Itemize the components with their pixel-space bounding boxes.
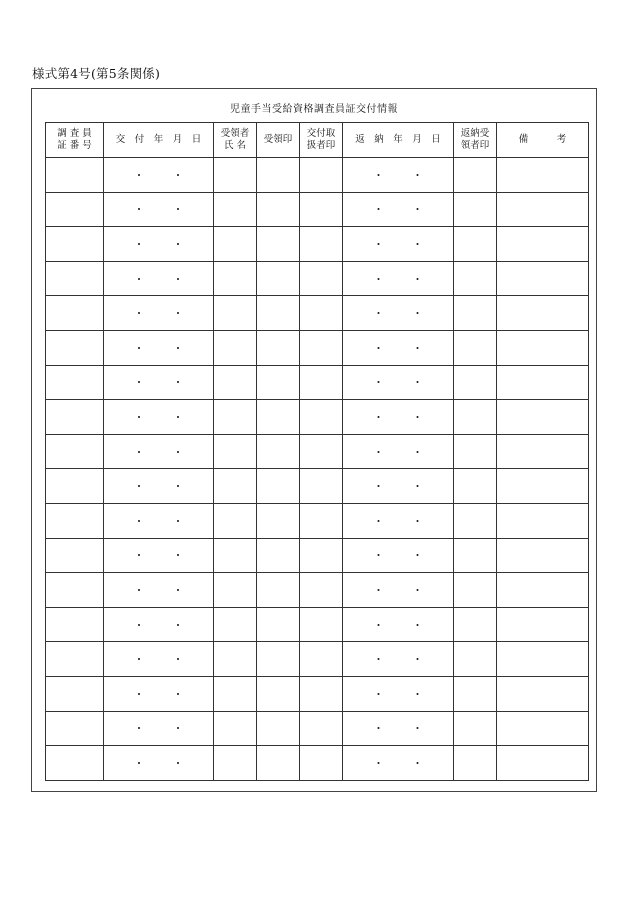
- cell-receipt-seal[interactable]: [257, 261, 300, 296]
- cell-recipient-name[interactable]: [214, 261, 257, 296]
- cell-issuer-seal[interactable]: [300, 607, 343, 642]
- cell-investigator-no[interactable]: [46, 365, 104, 400]
- date-separators: [134, 549, 184, 562]
- cell-receipt-seal[interactable]: [257, 365, 300, 400]
- cell-return-date[interactable]: [343, 365, 454, 400]
- date-separators: [134, 238, 184, 251]
- cell-recipient-name[interactable]: [214, 607, 257, 642]
- cell-return-date[interactable]: [343, 711, 454, 746]
- date-separator: ・: [412, 618, 423, 632]
- header-line: 返納受: [460, 128, 490, 140]
- cell-return-date[interactable]: [343, 746, 454, 781]
- header-line: 交付取: [306, 128, 336, 140]
- date-separators: [373, 688, 423, 701]
- cell-receipt-seal[interactable]: [257, 746, 300, 781]
- issuance-table: [45, 122, 589, 781]
- cell-investigator-no[interactable]: [46, 538, 104, 573]
- date-separator: ・: [133, 514, 145, 528]
- cell-remarks[interactable]: [497, 538, 589, 573]
- cell-return-receiver[interactable]: [454, 227, 497, 262]
- cell-issue-date[interactable]: [104, 158, 214, 193]
- date-separators: [373, 653, 423, 666]
- table-row: [46, 192, 589, 227]
- table-row: [46, 642, 589, 677]
- cell-issue-date[interactable]: [104, 538, 214, 573]
- cell-return-date[interactable]: [343, 469, 454, 504]
- cell-return-date[interactable]: [343, 642, 454, 677]
- header-line: 調 査 員: [57, 128, 92, 140]
- cell-recipient-name[interactable]: [214, 330, 257, 365]
- cell-remarks[interactable]: [497, 330, 589, 365]
- cell-investigator-no[interactable]: [46, 676, 104, 711]
- cell-recipient-name[interactable]: [214, 400, 257, 435]
- cell-receipt-seal[interactable]: [257, 607, 300, 642]
- header-receipt-seal: 受領印: [257, 123, 300, 158]
- date-separators: [134, 376, 184, 389]
- cell-receipt-seal[interactable]: [257, 227, 300, 262]
- cell-investigator-no[interactable]: [46, 711, 104, 746]
- date-separator: ・: [133, 722, 145, 736]
- date-separators: [373, 273, 423, 286]
- cell-recipient-name[interactable]: [214, 746, 257, 781]
- cell-investigator-no[interactable]: [46, 503, 104, 538]
- cell-recipient-name[interactable]: [214, 538, 257, 573]
- date-separator: ・: [412, 583, 423, 597]
- cell-issue-date[interactable]: [104, 711, 214, 746]
- date-separator: ・: [172, 168, 184, 182]
- date-separator: ・: [373, 722, 384, 736]
- date-separator: ・: [172, 549, 184, 563]
- date-separator: ・: [412, 203, 423, 217]
- table-row: [46, 227, 589, 262]
- date-separator: ・: [172, 445, 184, 459]
- date-separators: [134, 480, 184, 493]
- cell-issuer-seal[interactable]: [300, 503, 343, 538]
- table-row: [46, 469, 589, 504]
- date-separators: [373, 549, 423, 562]
- cell-return-receiver[interactable]: [454, 400, 497, 435]
- form-title: 児童手当受給資格調査員証交付情報: [230, 104, 398, 115]
- cell-return-receiver[interactable]: [454, 296, 497, 331]
- cell-return-date[interactable]: [343, 503, 454, 538]
- date-separator: ・: [412, 653, 423, 667]
- date-separators: [134, 722, 184, 735]
- date-separator: ・: [172, 480, 184, 494]
- date-separator: ・: [133, 237, 145, 251]
- date-separator: ・: [373, 549, 384, 563]
- cell-receipt-seal[interactable]: [257, 192, 300, 227]
- date-separators: [373, 446, 423, 459]
- cell-investigator-no[interactable]: [46, 261, 104, 296]
- cell-remarks[interactable]: [497, 158, 589, 193]
- date-separator: ・: [373, 307, 384, 321]
- date-separator: ・: [133, 341, 145, 355]
- date-separator: ・: [133, 480, 145, 494]
- table-row: [46, 573, 589, 608]
- date-separator: ・: [373, 203, 384, 217]
- cell-receipt-seal[interactable]: [257, 503, 300, 538]
- cell-return-receiver[interactable]: [454, 330, 497, 365]
- date-separators: [373, 584, 423, 597]
- cell-recipient-name[interactable]: [214, 573, 257, 608]
- date-separator: ・: [172, 756, 184, 770]
- header-line: 受領者: [220, 128, 250, 140]
- cell-issue-date[interactable]: [104, 330, 214, 365]
- date-separator: ・: [172, 341, 184, 355]
- date-separator: ・: [373, 756, 384, 770]
- cell-issue-date[interactable]: [104, 227, 214, 262]
- cell-return-date[interactable]: [343, 434, 454, 469]
- header-line: 領者印: [460, 140, 490, 151]
- date-separator: ・: [172, 514, 184, 528]
- cell-investigator-no[interactable]: [46, 434, 104, 469]
- cell-issuer-seal[interactable]: [300, 434, 343, 469]
- date-separator: ・: [172, 307, 184, 321]
- cell-receipt-seal[interactable]: [257, 434, 300, 469]
- date-separator: ・: [133, 549, 145, 563]
- date-separator: ・: [412, 687, 423, 701]
- cell-return-date[interactable]: [343, 296, 454, 331]
- date-separators: [134, 169, 184, 182]
- cell-issue-date[interactable]: [104, 642, 214, 677]
- cell-return-receiver[interactable]: [454, 676, 497, 711]
- cell-return-receiver[interactable]: [454, 746, 497, 781]
- date-separator: ・: [373, 376, 384, 390]
- cell-issue-date[interactable]: [104, 607, 214, 642]
- cell-issuer-seal[interactable]: [300, 227, 343, 262]
- date-separators: [134, 307, 184, 320]
- date-separator: ・: [133, 687, 145, 701]
- date-separator: ・: [373, 237, 384, 251]
- date-separator: ・: [412, 272, 423, 286]
- date-separators: [134, 688, 184, 701]
- date-separator: ・: [412, 237, 423, 251]
- cell-investigator-no[interactable]: [46, 400, 104, 435]
- cell-return-receiver[interactable]: [454, 192, 497, 227]
- header-row: [46, 123, 589, 158]
- table-row: [46, 711, 589, 746]
- date-separator: ・: [373, 480, 384, 494]
- cell-return-date[interactable]: [343, 607, 454, 642]
- cell-recipient-name[interactable]: [214, 711, 257, 746]
- cell-return-receiver[interactable]: [454, 469, 497, 504]
- cell-recipient-name[interactable]: [214, 296, 257, 331]
- cell-remarks[interactable]: [497, 676, 589, 711]
- table-body: [46, 158, 589, 781]
- date-separator: ・: [373, 653, 384, 667]
- date-separator: ・: [133, 618, 145, 632]
- cell-receipt-seal[interactable]: [257, 400, 300, 435]
- cell-recipient-name[interactable]: [214, 365, 257, 400]
- cell-return-date[interactable]: [343, 676, 454, 711]
- cell-receipt-seal[interactable]: [257, 711, 300, 746]
- date-separator: ・: [172, 687, 184, 701]
- cell-issue-date[interactable]: [104, 365, 214, 400]
- header-remarks: 備 考: [497, 123, 589, 158]
- cell-issuer-seal[interactable]: [300, 296, 343, 331]
- cell-issue-date[interactable]: [104, 434, 214, 469]
- cell-issue-date[interactable]: [104, 192, 214, 227]
- cell-remarks[interactable]: [497, 503, 589, 538]
- cell-return-receiver[interactable]: [454, 711, 497, 746]
- date-separator: ・: [172, 618, 184, 632]
- cell-issue-date[interactable]: [104, 503, 214, 538]
- date-separators: [134, 273, 184, 286]
- date-separator: ・: [412, 307, 423, 321]
- date-separator: ・: [373, 583, 384, 597]
- cell-remarks[interactable]: [497, 573, 589, 608]
- cell-issue-date[interactable]: [104, 469, 214, 504]
- cell-issuer-seal[interactable]: [300, 192, 343, 227]
- date-separator: ・: [133, 653, 145, 667]
- cell-remarks[interactable]: [497, 296, 589, 331]
- cell-remarks[interactable]: [497, 469, 589, 504]
- cell-return-date[interactable]: [343, 330, 454, 365]
- table-row: [46, 434, 589, 469]
- cell-receipt-seal[interactable]: [257, 330, 300, 365]
- form-number-label: 様式第4号(第5条関係): [32, 66, 161, 81]
- date-separators: [134, 342, 184, 355]
- date-separators: [134, 411, 184, 424]
- date-separator: ・: [412, 410, 423, 424]
- date-separators: [373, 203, 423, 216]
- date-separators: [373, 411, 423, 424]
- date-separator: ・: [412, 376, 423, 390]
- cell-receipt-seal[interactable]: [257, 158, 300, 193]
- date-separator: ・: [133, 272, 145, 286]
- cell-return-date[interactable]: [343, 573, 454, 608]
- cell-return-receiver[interactable]: [454, 642, 497, 677]
- date-separators: [134, 584, 184, 597]
- cell-remarks[interactable]: [497, 642, 589, 677]
- date-separator: ・: [373, 410, 384, 424]
- table-row: [46, 330, 589, 365]
- cell-issue-date[interactable]: [104, 261, 214, 296]
- cell-investigator-no[interactable]: [46, 746, 104, 781]
- cell-issuer-seal[interactable]: [300, 538, 343, 573]
- date-separators: [373, 515, 423, 528]
- cell-issuer-seal[interactable]: [300, 676, 343, 711]
- date-separator: ・: [373, 341, 384, 355]
- cell-return-date[interactable]: [343, 227, 454, 262]
- cell-investigator-no[interactable]: [46, 296, 104, 331]
- date-separator: ・: [373, 168, 384, 182]
- cell-recipient-name[interactable]: [214, 158, 257, 193]
- table-row: [46, 538, 589, 573]
- date-separator: ・: [412, 756, 423, 770]
- cell-remarks[interactable]: [497, 192, 589, 227]
- cell-issue-date[interactable]: [104, 746, 214, 781]
- cell-investigator-no[interactable]: [46, 192, 104, 227]
- cell-remarks[interactable]: [497, 711, 589, 746]
- cell-return-receiver[interactable]: [454, 158, 497, 193]
- cell-issue-date[interactable]: [104, 676, 214, 711]
- date-separator: ・: [172, 722, 184, 736]
- cell-return-receiver[interactable]: [454, 538, 497, 573]
- header-line: 証 番 号: [57, 140, 92, 151]
- header-return-date: 返 納 年 月 日: [343, 123, 454, 158]
- cell-remarks[interactable]: [497, 746, 589, 781]
- date-separators: [134, 446, 184, 459]
- cell-recipient-name[interactable]: [214, 227, 257, 262]
- cell-investigator-no[interactable]: [46, 573, 104, 608]
- cell-issuer-seal[interactable]: [300, 711, 343, 746]
- date-separator: ・: [133, 376, 145, 390]
- date-separator: ・: [133, 410, 145, 424]
- date-separator: ・: [412, 341, 423, 355]
- header-recipient-name: [214, 123, 257, 158]
- date-separator: ・: [373, 514, 384, 528]
- cell-return-receiver[interactable]: [454, 261, 497, 296]
- cell-return-receiver[interactable]: [454, 503, 497, 538]
- cell-receipt-seal[interactable]: [257, 296, 300, 331]
- table-row: [46, 158, 589, 193]
- date-separator: ・: [373, 618, 384, 632]
- date-separator: ・: [412, 722, 423, 736]
- date-separator: ・: [133, 168, 145, 182]
- date-separators: [134, 619, 184, 632]
- date-separators: [373, 342, 423, 355]
- cell-return-date[interactable]: [343, 261, 454, 296]
- header-issue-date: 交 付 年 月 日: [104, 123, 214, 158]
- cell-receipt-seal[interactable]: [257, 469, 300, 504]
- date-separators: [373, 238, 423, 251]
- cell-remarks[interactable]: [497, 365, 589, 400]
- cell-issuer-seal[interactable]: [300, 642, 343, 677]
- cell-issuer-seal[interactable]: [300, 469, 343, 504]
- date-separators: [373, 619, 423, 632]
- cell-issuer-seal[interactable]: [300, 365, 343, 400]
- cell-recipient-name[interactable]: [214, 469, 257, 504]
- table-row: [46, 607, 589, 642]
- cell-remarks[interactable]: [497, 434, 589, 469]
- cell-receipt-seal[interactable]: [257, 538, 300, 573]
- date-separator: ・: [172, 203, 184, 217]
- date-separator: ・: [172, 653, 184, 667]
- header-investigator-no: [46, 123, 104, 158]
- header-return-receiver: [454, 123, 497, 158]
- date-separator: ・: [133, 445, 145, 459]
- cell-investigator-no[interactable]: [46, 227, 104, 262]
- date-separator: ・: [172, 376, 184, 390]
- date-separator: ・: [412, 168, 423, 182]
- date-separators: [134, 203, 184, 216]
- cell-investigator-no[interactable]: [46, 158, 104, 193]
- cell-issuer-seal[interactable]: [300, 261, 343, 296]
- date-separator: ・: [133, 756, 145, 770]
- table-row: [46, 261, 589, 296]
- cell-return-receiver[interactable]: [454, 607, 497, 642]
- cell-recipient-name[interactable]: [214, 434, 257, 469]
- cell-remarks[interactable]: [497, 227, 589, 262]
- date-separator: ・: [373, 445, 384, 459]
- date-separators: [134, 653, 184, 666]
- date-separator: ・: [412, 549, 423, 563]
- cell-issuer-seal[interactable]: [300, 746, 343, 781]
- cell-investigator-no[interactable]: [46, 642, 104, 677]
- cell-recipient-name[interactable]: [214, 192, 257, 227]
- cell-issuer-seal[interactable]: [300, 330, 343, 365]
- cell-return-receiver[interactable]: [454, 573, 497, 608]
- cell-recipient-name[interactable]: [214, 676, 257, 711]
- date-separator: ・: [133, 203, 145, 217]
- date-separators: [373, 169, 423, 182]
- table-row: [46, 365, 589, 400]
- cell-recipient-name[interactable]: [214, 503, 257, 538]
- header-line: 氏 名: [223, 140, 247, 151]
- cell-return-date[interactable]: [343, 158, 454, 193]
- cell-return-date[interactable]: [343, 538, 454, 573]
- cell-return-receiver[interactable]: [454, 365, 497, 400]
- date-separators: [134, 515, 184, 528]
- cell-investigator-no[interactable]: [46, 469, 104, 504]
- date-separator: ・: [412, 480, 423, 494]
- date-separator: ・: [373, 272, 384, 286]
- date-separator: ・: [172, 583, 184, 597]
- cell-return-receiver[interactable]: [454, 434, 497, 469]
- cell-issuer-seal[interactable]: [300, 400, 343, 435]
- date-separator: ・: [412, 445, 423, 459]
- cell-issuer-seal[interactable]: [300, 573, 343, 608]
- cell-receipt-seal[interactable]: [257, 573, 300, 608]
- date-separators: [134, 757, 184, 770]
- cell-issue-date[interactable]: [104, 400, 214, 435]
- date-separator: ・: [412, 514, 423, 528]
- cell-return-date[interactable]: [343, 192, 454, 227]
- date-separators: [373, 757, 423, 770]
- date-separator: ・: [172, 237, 184, 251]
- cell-receipt-seal[interactable]: [257, 642, 300, 677]
- cell-return-date[interactable]: [343, 400, 454, 435]
- date-separators: [373, 480, 423, 493]
- cell-recipient-name[interactable]: [214, 642, 257, 677]
- form-frame: [31, 88, 597, 792]
- date-separators: [373, 722, 423, 735]
- date-separator: ・: [172, 272, 184, 286]
- date-separators: [373, 376, 423, 389]
- header-line: 扱者印: [306, 140, 336, 151]
- date-separator: ・: [373, 687, 384, 701]
- table-row: [46, 503, 589, 538]
- table-row: [46, 400, 589, 435]
- table-row: [46, 676, 589, 711]
- cell-issue-date[interactable]: [104, 573, 214, 608]
- cell-issue-date[interactable]: [104, 296, 214, 331]
- cell-remarks[interactable]: [497, 400, 589, 435]
- cell-remarks[interactable]: [497, 607, 589, 642]
- cell-issuer-seal[interactable]: [300, 158, 343, 193]
- date-separator: ・: [133, 307, 145, 321]
- cell-investigator-no[interactable]: [46, 607, 104, 642]
- cell-remarks[interactable]: [497, 261, 589, 296]
- cell-receipt-seal[interactable]: [257, 676, 300, 711]
- date-separators: [373, 307, 423, 320]
- header-issuer-seal: [300, 123, 343, 158]
- table-row: [46, 296, 589, 331]
- date-separator: ・: [172, 410, 184, 424]
- table-row: [46, 746, 589, 781]
- date-separator: ・: [133, 583, 145, 597]
- cell-investigator-no[interactable]: [46, 330, 104, 365]
